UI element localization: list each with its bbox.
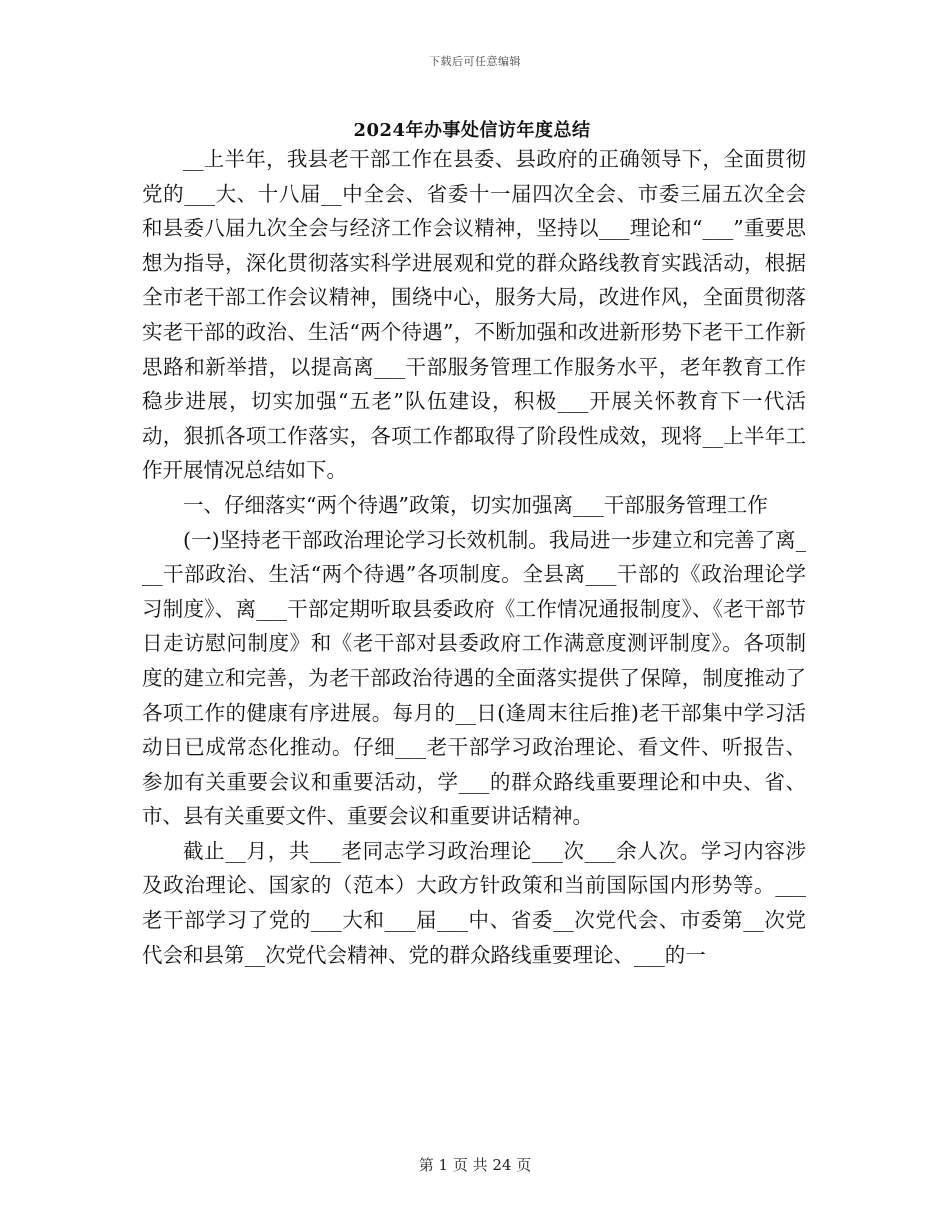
- document-body: [142, 142, 806, 972]
- document-title: 2024年办事处信访年度总结: [353, 120, 591, 141]
- page-number: 第 1 页 共 24 页: [418, 1156, 532, 1174]
- paragraph-subsection-1: (一)坚持老干部政治理论学习长效机制。我局进一步建立和完善了离___干部政治、生活“两个待遇”各项制度。全县离___干部的《政治理论学习制度》、离___干部定期听取县委政府《工作情况通报制度》、《老干部节日走访慰问制度》和《老干部对县委政府工作满意度测评制度》。各项制度的建立和完善，为老干部政治待遇的全面落实提供了保障，制度推动了各项工作的健康有序进展。每月的__日(逢周末往后推)老干部集中学习活动日已成常态化推动。仔细___老干部学习政治理论、看文件、听报告、参加有关重要会议和重要活动，学___的群众路线重要理论和中央、省、市、县有关重要文件、重要会议和重要讲话精神。: [142, 527, 806, 829]
- header-note: 下载后可任意编辑: [429, 55, 521, 68]
- paragraph-intro: __上半年，我县老干部工作在县委、县政府的正确领导下，全面贯彻党的___大、十八届__中全会、省委十一届四次全会、市委三届五次全会和县委八届九次全会与经济工作会议精神，坚持以___理论和“___”重要思想为指导，深化贯彻落实科学进展观和党的群众路线教育实践活动，根据全市老干部工作会议精神，围绕中心，服务大局，改进作风，全面贯彻落实老干部的政治、生活“两个待遇”，不断加强和改进新形势下老干工作新思路和新举措，以提高离___干部服务管理工作服务水平，老年教育工作稳步进展，切实加强“五老”队伍建设，积极___开展关怀教育下一代活动，狠抓各项工作落实，各项工作都取得了阶段性成效，现将__上半年工作开展情况总结如下。: [142, 147, 806, 483]
- paragraph-statistics: 截止__月，共___老同志学习政治理论___次___余人次。学习内容涉及政治理论、国家的（范本）大政方针政策和当前国际国内形势等。___老干部学习了党的___大和___届___中、省委__次党代会、市委第__次党代会和县第__次党代会精神、党的群众路线重要理论、___的一: [142, 838, 806, 967]
- section-heading-1: 一、仔细落实“两个待遇”政策，切实加强离___干部服务管理工作: [183, 492, 768, 517]
